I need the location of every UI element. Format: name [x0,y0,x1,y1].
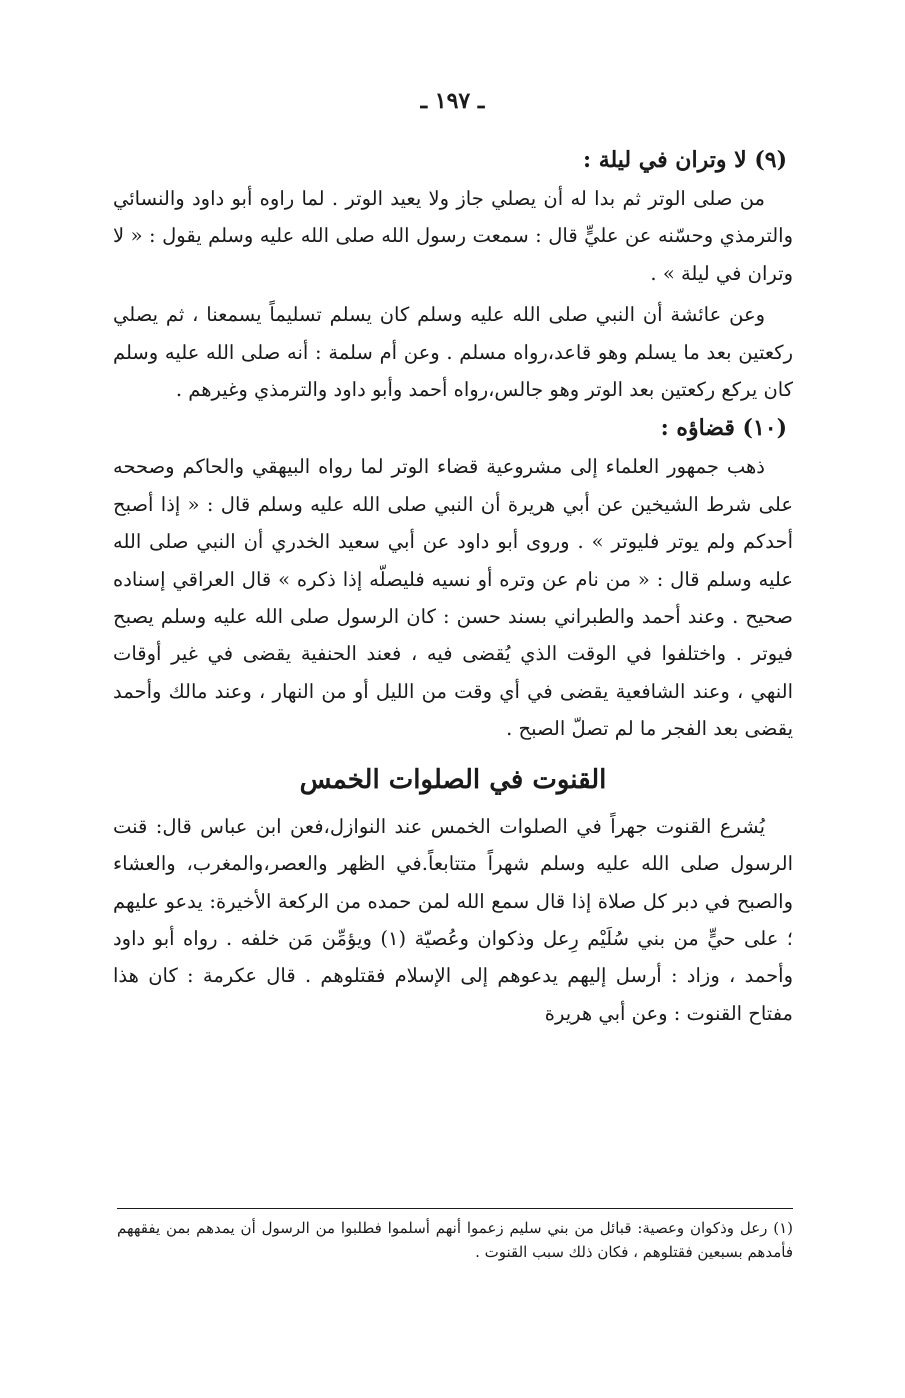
section-10-heading: (١٠) قضاؤه : [660,415,787,442]
footnote-divider [117,1208,793,1209]
section-9-heading: (٩) لا وتران في ليلة : [582,147,787,173]
page-body [113,140,793,1032]
section-9-paragraph-2: وعن عائشة أن النبي صلى الله عليه وسلم كان يسلم تسليماً يسمعنا ، ثم يصلي ركعتين بعد ما يسلم وهو قاعد،رواه مسلم . وعن أم سلمة : أنه صلى الله عليه وسلم كان يركع ركعتين بعد الوتر وهو جالس،رواه أحمد وأبو داود والترمذي وغيرهم . [113,303,793,402]
qunut-paragraph-1: يُشرع القنوت جهراً في الصلوات الخمس عند النوازل،فعن ابن عباس قال: قنت الرسول صلى الله عليه وسلم شهراً متتابعاً.في الظهر والعصر،والمغرب، والعشاء والصبح في دبر كل صلاة إذا قال سمع الله لمن حمده من الركعة الأخيرة: يدعو عليهم ؛ على حيٍّ من بني سُلَيْم رِعل وذكوان وعُصيّة (١) ويؤمِّن مَن خلفه . رواه أبو داود وأحمد ، وزاد : أرسل إليهم يدعوهم إلى الإسلام فقتلوهم . قال عكرمة : كان هذا مفتاح القنوت : وعن أبي هريرة [113,814,794,1025]
section-10-paragraph-1: ذهب جمهور العلماء إلى مشروعية قضاء الوتر لما رواه البيهقي والحاكم وصححه على شرط الشيخين عن أبي هريرة أن النبي صلى الله عليه وسلم قال : « إذا أصبح أحدكم ولم يوتر فليوتر » . وروى أبو داود عن أبي سعيد الخدري أن النبي صلى الله عليه وسلم قال : « من نام عن وتره أو نسيه فليصلّه إذا ذكره » قال العراقي إسناده صحيح . وعند أحمد والطبراني بسند حسن : كان الرسول صلى الله عليه وسلم يصبح فيوتر . واختلفوا في الوقت الذي يُقضى فيه ، فعند الحنفية يقضى في غير أوقات النهي ، وعند الشافعية يقضى في أي وقت من الليل أو من النهار ، وعند مالك وأحمد يقضى بعد الفجر ما لم تصلّ الصبح . [113,455,793,741]
page-number: ـ ١٩٧ ـ [420,88,485,114]
footnote: (١) رعل وذكوان وعصية: قبائل من بني سليم زعموا أنهم أسلموا فطلبوا من الرسول أن يمدهم بمن يفقههم فأمدهم بسبعين فقتلوهم ، فكان ذلك سبب القنوت . [117,1219,793,1261]
qunut-section-title: القنوت في الصلوات الخمس [299,764,607,795]
section-9-paragraph-1: من صلى الوتر ثم بدا له أن يصلي جاز ولا يعيد الوتر . لما راوه أبو داود والنسائي والترمذي وحسّنه عن عليٍّ قال : سمعت رسول الله صلى الله عليه وسلم يقول : « لا وتران في ليلة » . [113,187,793,285]
